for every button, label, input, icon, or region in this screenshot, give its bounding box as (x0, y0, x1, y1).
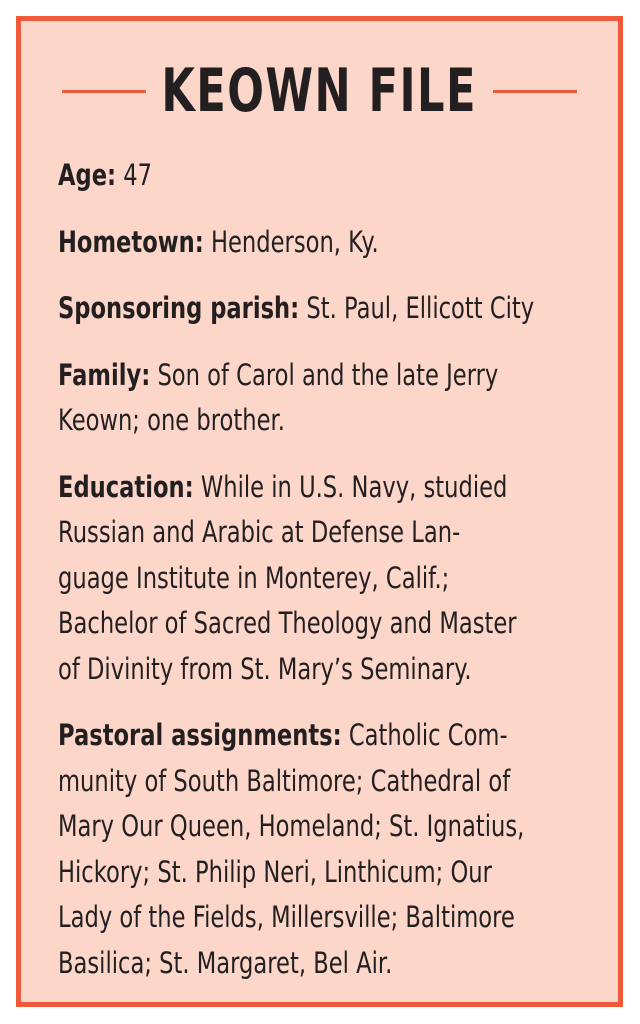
entry-label: Education: (58, 469, 194, 504)
entry-value-line: Bachelor of Sacred Theology and Master (58, 606, 517, 640)
entry-value-line: Basilica; St. Margaret, Bel Air. (58, 945, 393, 980)
card-body (58, 153, 535, 1007)
entry-label: Family: (58, 357, 151, 392)
entry-hometown (58, 220, 526, 266)
entry-value: Catholic Com- (341, 718, 508, 752)
entry-label: Age: (58, 158, 117, 192)
entry-value: Henderson, Ky. (203, 224, 379, 259)
entry-value-line: Mary Our Queen, Homeland; St. Ignatius, (58, 809, 525, 843)
entry-value-line: Lady of the Fields, Millersville; Baltimore (58, 900, 515, 934)
entry-value: St. Paul, Ellicott City (299, 291, 535, 325)
entry-education (58, 465, 526, 693)
entry-label: Hometown: (58, 224, 204, 259)
entry-age (58, 153, 526, 199)
entry-value: While in U.S. Navy, studied (193, 469, 508, 504)
entry-pastoral-assignments (58, 713, 526, 986)
entry-value-line: munity of South Baltimore; Cathedral of (58, 763, 511, 798)
card-title: KEOWN FILE (161, 56, 478, 126)
entry-value-line: Russian and Arabic at Defense Lan- (58, 515, 461, 549)
entry-family (58, 353, 526, 444)
entry-value-line: of Divinity from St. Mary’s Seminary. (58, 651, 472, 686)
entry-label: Sponsoring parish: (58, 291, 300, 325)
entry-value-line: Keown; one brother. (58, 403, 285, 437)
title-rule-left (62, 90, 146, 93)
title-row (21, 51, 618, 131)
keown-file-card (16, 16, 623, 1007)
entry-value-line: Hickory; St. Philip Neri, Linthicum; Our (58, 854, 492, 889)
title-rule-right (493, 90, 577, 93)
entry-sponsoring-parish (58, 286, 535, 332)
entry-value: Son of Carol and the late Jerry (150, 357, 499, 392)
entry-label: Pastoral assignments: (58, 718, 342, 752)
entry-value: 47 (116, 158, 153, 192)
entry-value-line: guage Institute in Monterey, Calif.; (58, 560, 450, 595)
